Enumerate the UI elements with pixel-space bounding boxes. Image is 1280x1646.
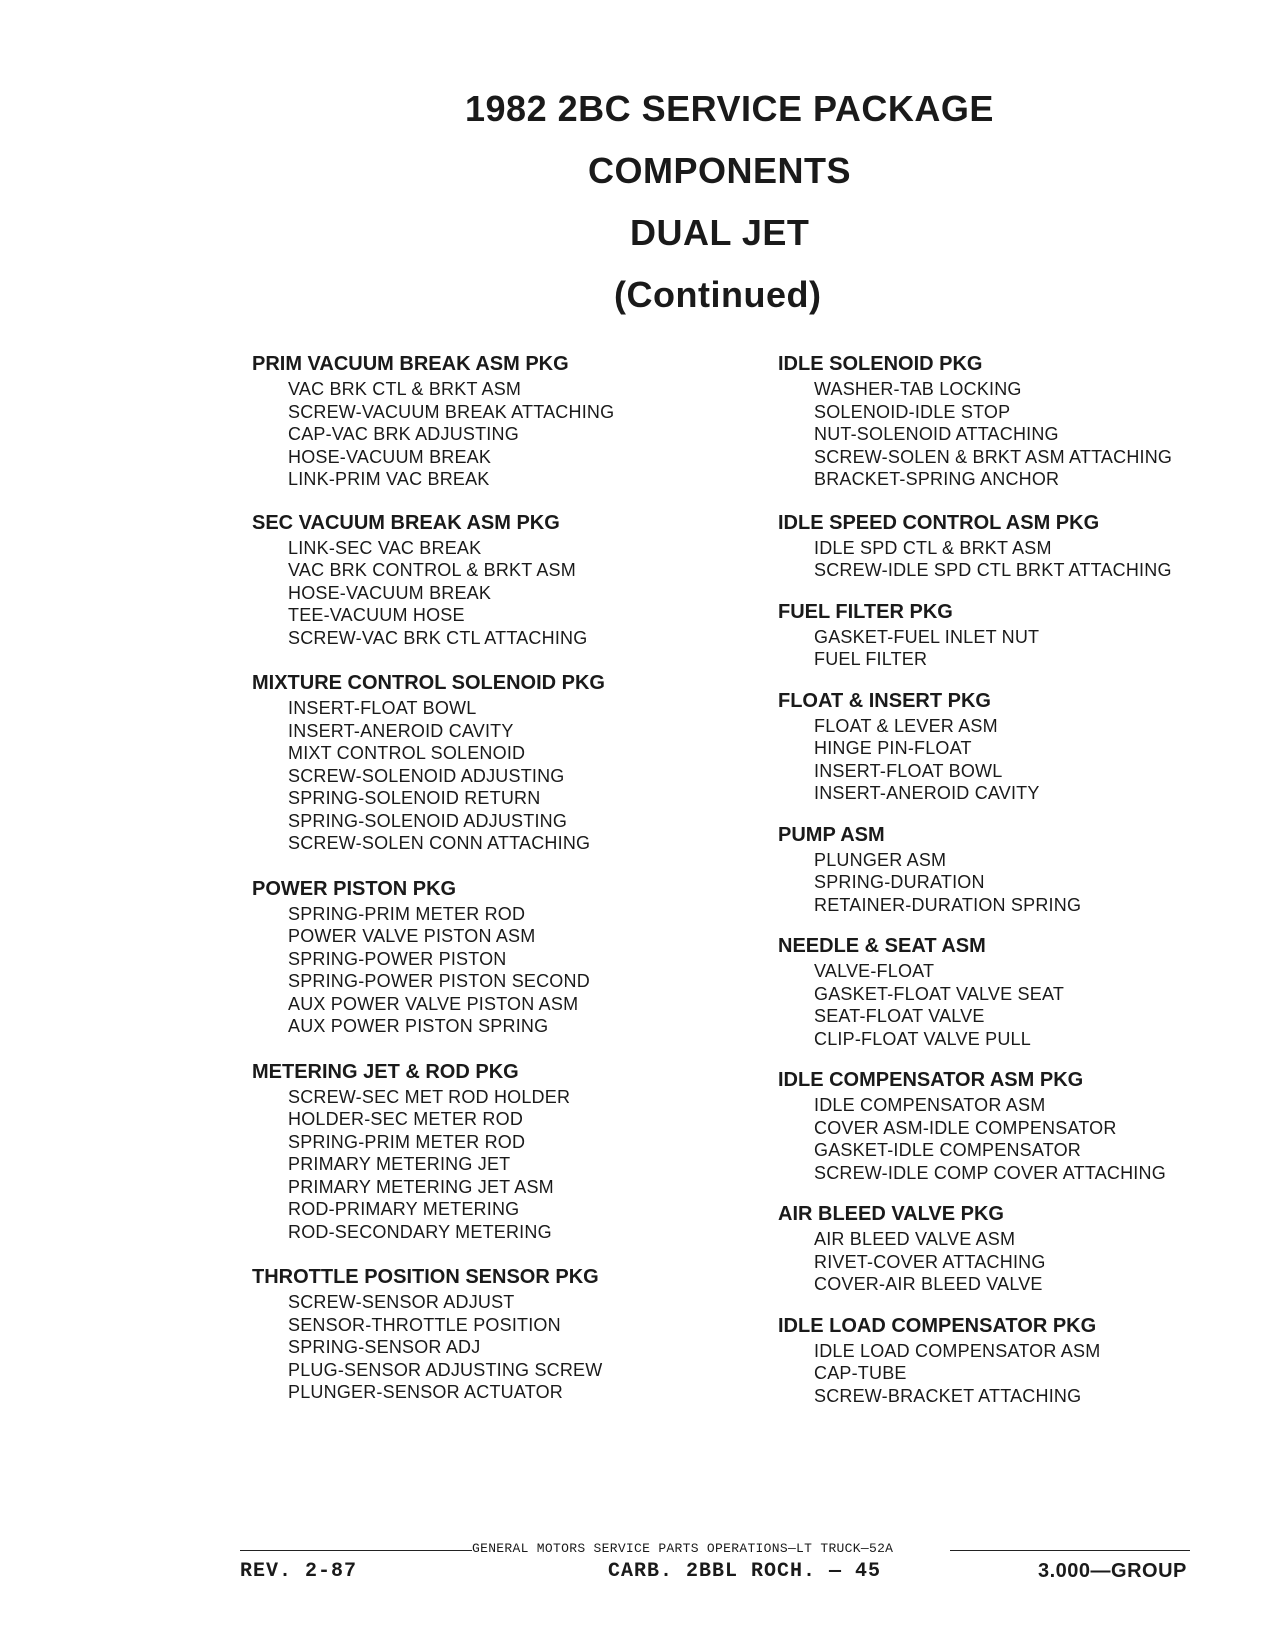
footer-group: 3.000—GROUP: [1038, 1560, 1187, 1582]
package-item: ROD-SECONDARY METERING: [288, 1221, 552, 1242]
package-item: SCREW-BRACKET ATTACHING: [814, 1385, 1082, 1406]
left-column: [252, 352, 722, 1404]
package-item: SPRING-SOLENOID RETURN: [288, 788, 541, 808]
package-item-list: [252, 697, 722, 855]
package-item: SCREW-IDLE COMP COVER ATTACHING: [814, 1162, 1166, 1183]
package-section: [252, 671, 722, 855]
package-item: GASKET-FUEL INLET NUT: [814, 626, 1040, 647]
package-item-list: [252, 1291, 722, 1404]
package-item: PRIMARY METERING JET ASM: [288, 1176, 554, 1197]
package-item: SCREW-SEC MET ROD HOLDER: [288, 1086, 571, 1107]
package-item: LINK-SEC VAC BREAK: [288, 537, 482, 558]
package-item-list: [778, 715, 1258, 805]
package-title: FLOAT & INSERT PKG: [778, 689, 991, 712]
page-subtitle-continued: (Continued): [614, 274, 822, 315]
package-item: VALVE-FLOAT: [814, 961, 935, 981]
package-item: POWER VALVE PISTON ASM: [288, 926, 536, 946]
page-subtitle-dual-jet: DUAL JET: [630, 212, 810, 253]
package-item: PLUG-SENSOR ADJUSTING SCREW: [288, 1359, 603, 1380]
package-item: CLIP-FLOAT VALVE PULL: [814, 1028, 1031, 1049]
package-item: RETAINER-DURATION SPRING: [814, 894, 1082, 915]
package-item: FUEL FILTER: [814, 649, 928, 669]
package-item: CAP-VAC BRK ADJUSTING: [288, 424, 519, 444]
package-section: [252, 511, 722, 650]
package-title: IDLE COMPENSATOR ASM PKG: [778, 1069, 1084, 1091]
package-section: [778, 689, 1258, 805]
package-item: AIR BLEED VALVE ASM: [814, 1229, 1016, 1249]
page-subtitle-components: COMPONENTS: [588, 150, 852, 191]
package-title: THROTTLE POSITION SENSOR PKG: [252, 1266, 599, 1288]
footer-publisher: GENERAL MOTORS SERVICE PARTS OPERATIONS—LT TRUCK—52A: [472, 1541, 894, 1556]
package-item: SPRING-PRIM METER ROD: [288, 903, 526, 924]
package-item: INSERT-FLOAT BOWL: [814, 760, 1003, 781]
page-title: 1982 2BC SERVICE PACKAGE: [465, 88, 994, 129]
package-item-list: [778, 1094, 1258, 1184]
package-section: [252, 1265, 722, 1404]
package-item: COVER-AIR BLEED VALVE: [814, 1274, 1043, 1294]
package-item: SCREW-VACUUM BREAK ATTACHING: [288, 401, 615, 422]
footer-revision: REV. 2-87: [240, 1560, 358, 1583]
package-section: [778, 1068, 1258, 1184]
package-item: GASKET-IDLE COMPENSATOR: [814, 1140, 1081, 1160]
package-item: SCREW-SENSOR ADJUST: [288, 1292, 515, 1312]
package-title: MIXTURE CONTROL SOLENOID PKG: [252, 672, 605, 694]
package-item: IDLE COMPENSATOR ASM: [814, 1095, 1046, 1115]
package-item-list: [252, 1086, 722, 1244]
package-item: INSERT-ANEROID CAVITY: [288, 720, 514, 741]
package-item: HINGE PIN-FLOAT: [814, 738, 972, 758]
package-item: SOLENOID-IDLE STOP: [814, 401, 1011, 422]
package-item: AUX POWER PISTON SPRING: [288, 1016, 549, 1036]
package-item-list: [778, 378, 1258, 491]
package-title: PRIM VACUUM BREAK ASM PKG: [252, 353, 569, 375]
package-item: TEE-VACUUM HOSE: [288, 605, 465, 625]
footer-rule-left: [240, 1550, 472, 1551]
package-title: METERING JET & ROD PKG: [252, 1060, 519, 1083]
package-item: PRIMARY METERING JET: [288, 1154, 511, 1174]
package-section: [778, 1202, 1258, 1296]
package-item: HOLDER-SEC METER ROD: [288, 1109, 524, 1129]
footer-rule-right: [950, 1550, 1190, 1551]
package-item: LINK-PRIM VAC BREAK: [288, 469, 490, 489]
package-item: SPRING-SOLENOID ADJUSTING: [288, 810, 568, 831]
package-item: RIVET-COVER ATTACHING: [814, 1251, 1046, 1272]
package-item-list: [252, 537, 722, 650]
package-item: SCREW-SOLEN CONN ATTACHING: [288, 833, 591, 853]
package-section: [778, 823, 1258, 917]
package-item: GASKET-FLOAT VALVE SEAT: [814, 983, 1065, 1004]
package-item-list: [778, 849, 1258, 917]
package-item: PLUNGER ASM: [814, 849, 947, 870]
package-item: NUT-SOLENOID ATTACHING: [814, 424, 1059, 444]
package-item: SCREW-SOLENOID ADJUSTING: [288, 765, 565, 786]
package-title: AIR BLEED VALVE PKG: [778, 1203, 1004, 1225]
footer-section: CARB. 2BBL ROCH. — 45: [608, 1560, 882, 1583]
package-item: VAC BRK CTL & BRKT ASM: [288, 379, 522, 399]
package-item: INSERT-ANEROID CAVITY: [814, 783, 1040, 803]
package-section: [252, 1060, 722, 1244]
package-title: NEEDLE & SEAT ASM: [778, 935, 986, 957]
package-item: MIXT CONTROL SOLENOID: [288, 743, 526, 763]
package-item-list: [778, 537, 1258, 582]
package-item-list: [778, 960, 1258, 1050]
package-item: SENSOR-THROTTLE POSITION: [288, 1314, 561, 1335]
package-section: [778, 1314, 1258, 1408]
package-section: [778, 352, 1258, 491]
package-item: AUX POWER VALVE PISTON ASM: [288, 993, 579, 1014]
package-item-list: [252, 903, 722, 1038]
package-item: SCREW-VAC BRK CTL ATTACHING: [288, 627, 588, 648]
package-item: INSERT-FLOAT BOWL: [288, 698, 477, 718]
package-item-list: [778, 1340, 1258, 1408]
package-title: PUMP ASM: [778, 823, 885, 846]
package-item-list: [252, 378, 722, 491]
package-item: VAC BRK CONTROL & BRKT ASM: [288, 560, 576, 580]
package-item: CAP-TUBE: [814, 1363, 907, 1383]
package-section: [778, 511, 1258, 582]
package-item: SPRING-PRIM METER ROD: [288, 1131, 526, 1152]
package-title: SEC VACUUM BREAK ASM PKG: [252, 511, 560, 534]
package-item: SPRING-POWER PISTON SECOND: [288, 971, 590, 991]
package-item: PLUNGER-SENSOR ACTUATOR: [288, 1382, 563, 1402]
package-item-list: [778, 626, 1258, 671]
package-item: IDLE LOAD COMPENSATOR ASM: [814, 1340, 1101, 1361]
package-title: IDLE LOAD COMPENSATOR PKG: [778, 1314, 1097, 1337]
package-item: SEAT-FLOAT VALVE: [814, 1006, 985, 1026]
package-item: SPRING-POWER PISTON: [288, 948, 507, 969]
package-title: IDLE SPEED CONTROL ASM PKG: [778, 511, 1100, 534]
package-item: ROD-PRIMARY METERING: [288, 1199, 520, 1219]
package-item: IDLE SPD CTL & BRKT ASM: [814, 537, 1052, 558]
package-item-list: [778, 1228, 1258, 1296]
package-section: [252, 877, 722, 1038]
package-title: FUEL FILTER PKG: [778, 600, 953, 623]
package-section: [778, 600, 1258, 671]
right-column: [778, 352, 1258, 1407]
package-item: SCREW-SOLEN & BRKT ASM ATTACHING: [814, 446, 1173, 467]
package-item: HOSE-VACUUM BREAK: [288, 446, 492, 467]
package-item: WASHER-TAB LOCKING: [814, 379, 1022, 399]
package-title: IDLE SOLENOID PKG: [778, 353, 983, 375]
package-item: SPRING-SENSOR ADJ: [288, 1337, 481, 1357]
package-item: HOSE-VACUUM BREAK: [288, 582, 492, 603]
package-item: BRACKET-SPRING ANCHOR: [814, 469, 1060, 489]
package-item: COVER ASM-IDLE COMPENSATOR: [814, 1117, 1117, 1138]
package-section: [778, 934, 1258, 1050]
package-section: [252, 352, 722, 491]
package-item: SPRING-DURATION: [814, 872, 985, 892]
package-item: FLOAT & LEVER ASM: [814, 715, 998, 736]
package-item: SCREW-IDLE SPD CTL BRKT ATTACHING: [814, 560, 1172, 580]
package-title: POWER PISTON PKG: [252, 877, 457, 900]
